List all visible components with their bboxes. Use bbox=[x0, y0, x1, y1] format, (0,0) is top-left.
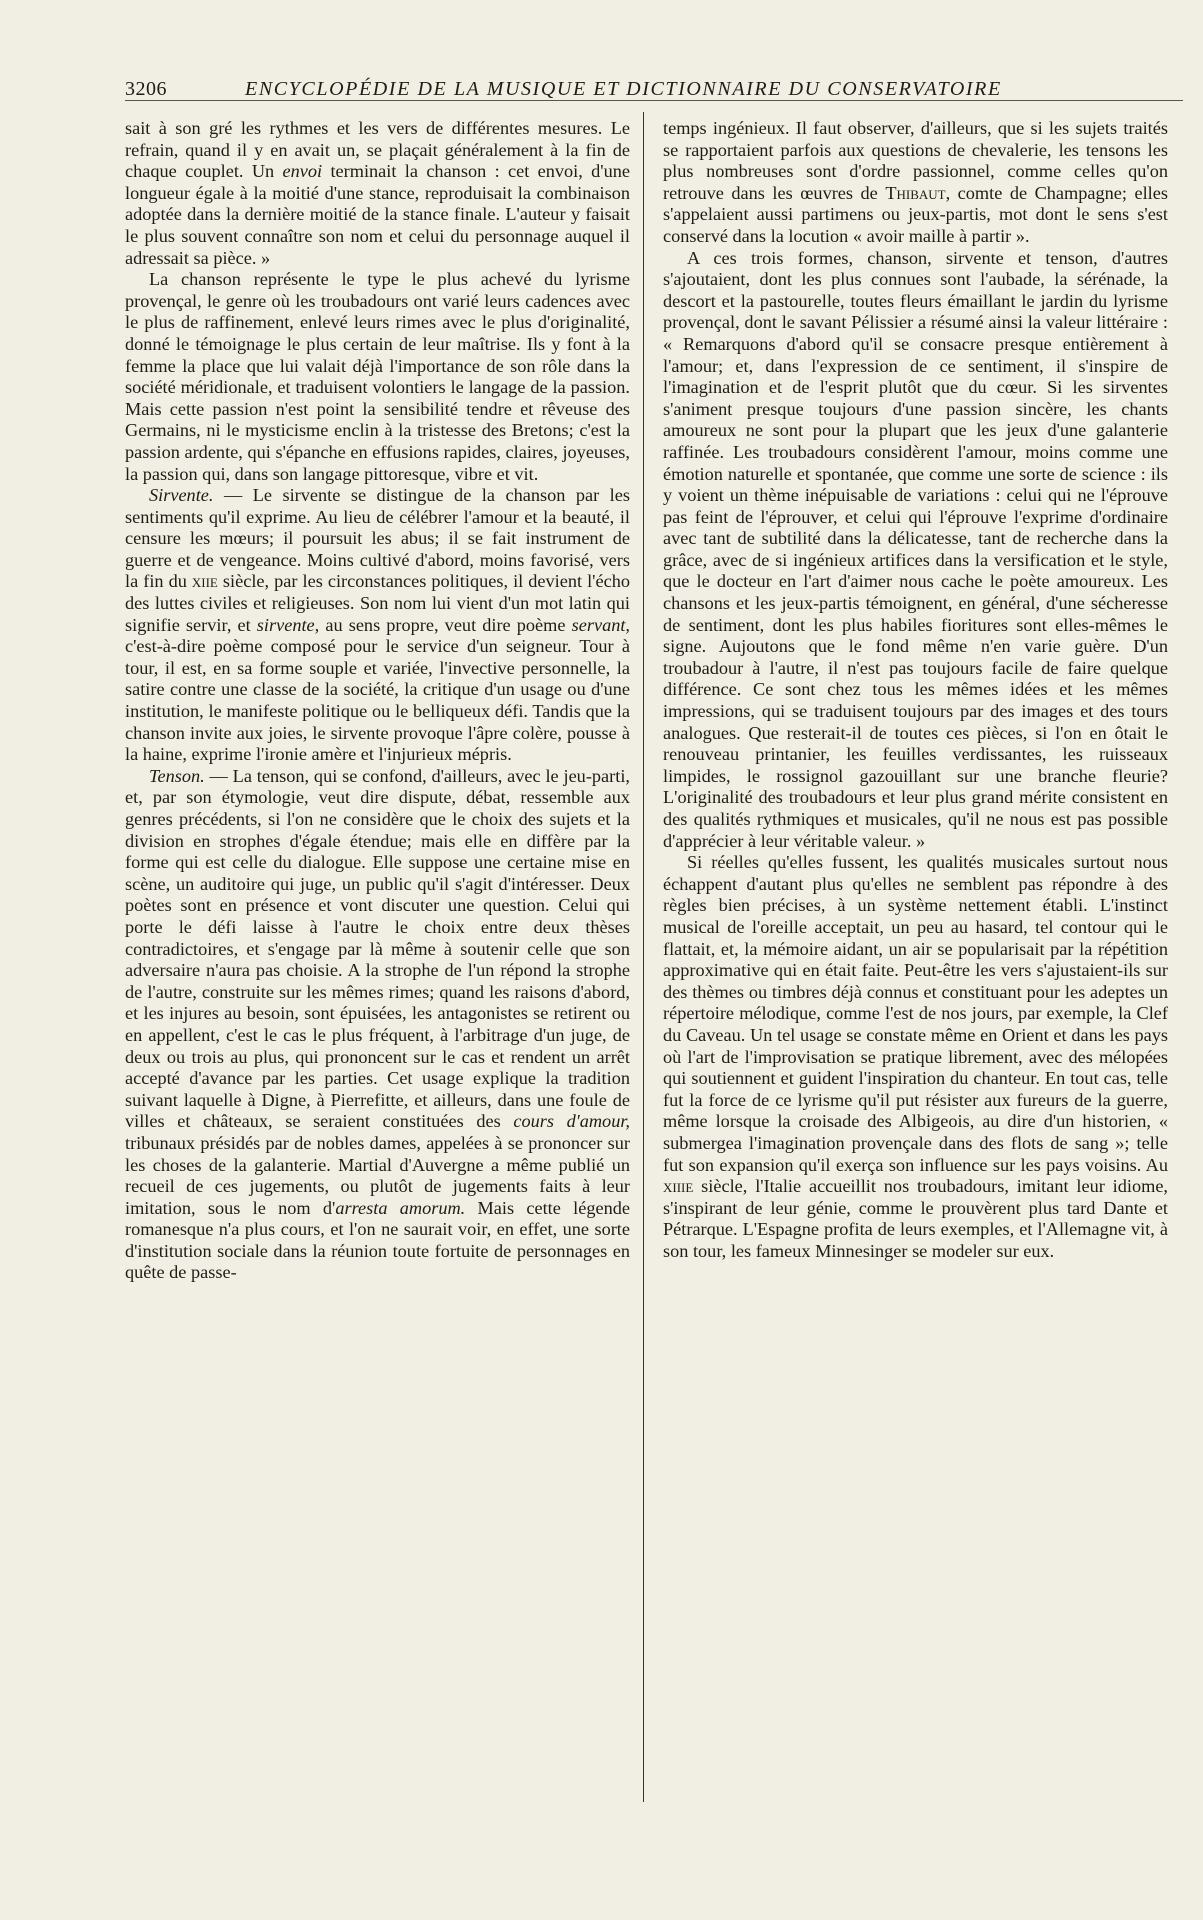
paragraph: La chanson représente le type le plus achevé du lyrisme provençal, le genre où les troubadours ont varié leurs cadences avec le plus de raffinement, enlevé leurs rimes avec le plus d'originalité, donné le témoignage le plus certain de leur maîtrise. Ils y font à la femme la place que lui valait déjà l'importance de son rôle dans la société méridionale, et traduisent volontiers le langage de la passion. Mais cette passion n'est point la sensibilité tendre et rêveuse des Germains, ni le mysticisme enclin à la tristesse des Bretons; c'est la passion ardente, qui s'épanche en effusions rapides, claires, joyeuses, la passion qui, dans son langage pittoresque, vibre et vit. bbox=[125, 269, 630, 484]
italic-term: envoi bbox=[282, 161, 323, 182]
paragraph bbox=[125, 766, 630, 1284]
text-run: Mais cette légende romanesque n'a plus cours, et l'on ne saurait voir, en effet, une sorte d'institution sociale dans la réunion toute fortuite de personnages en quête de passe- bbox=[125, 1197, 630, 1283]
text-run: comte de Champagne; elles s'appelaient aussi partimens ou jeux-partis, mot dont le sens s'est conservé dans la locution « avoir maille à partir ». bbox=[663, 182, 1168, 246]
century-numeral: xiie bbox=[191, 571, 218, 592]
paragraph bbox=[663, 852, 1168, 1262]
italic-term: arresta amorum. bbox=[335, 1197, 466, 1218]
text-run: — Le sirvente se distingue de la chanson par les sentiments qu'il exprime. Au lieu de célébrer l'amour et la beauté, il censure les mœurs; il poursuit les abus; il se fait instrument de guerre et de vengeance. Moins cultivé d'abord, moins favorisé, vers la fin du bbox=[125, 485, 630, 592]
left-column bbox=[125, 118, 630, 1798]
section-label: Tenson. bbox=[149, 765, 205, 786]
header-rule bbox=[125, 100, 1183, 101]
text-run: tribunaux présidés par de nobles dames, appelées à se prononcer sur les choses de la galanterie. Martial d'Auvergne a même publié un recueil de ces jugements, ou plutôt de jugements faits à leur imitation, sous le nom d' bbox=[125, 1132, 630, 1218]
text-run: sait à son gré les rythmes et les vers de différentes mesures. Le refrain, quand il y en avait un, se plaçait généralement à la fin de chaque couplet. Un bbox=[125, 118, 630, 182]
text-run: siècle, l'Italie accueillit nos troubadours, imitant leur idiome, s'inspirant de leur génie, comme le prouvèrent plus tard Dante et Pétrarque. L'Espagne profita de leurs exemples, et l'Allemagne vit, à son tour, les fameux Minnesinger se modeler sur eux. bbox=[663, 1176, 1168, 1261]
text-run: Si réelles qu'elles fussent, les qualités musicales surtout nous échappent d'autant plus qu'elles ne semblent pas répondre à des règles bien précises, à un système nettement établi. L'instinct musical de l'oreille acceptait, un peu au hasard, tel contour qui le flattait, et, la mémoire aidant, un air se popularisait par la répétition approximative qui en était faite. Peut-être les vers s'ajustaient-ils sur des thèmes ou timbres déjà connus et constituant pour les adeptes un répertoire mélodique, comme l'est de nos jours, par exemple, la Clef du Caveau. Un tel usage se constate même en Orient et dans les pays où l'art de l'improvisation se pratique librement, avec des mélopées qui soutiennent et guident l'inspiration du chanteur. En tout cas, telle fut la force de ce lyrisme qu'il put résister aux fureurs de la guerre, même lorsque la croisade des Albigeois, au dire d'un historien, « submergea l'imagination provençale dans des flots de sang »; telle fut son expansion qu'il exerça son influence sur les pays voisins. Au bbox=[663, 852, 1168, 1175]
text-run: — La tenson, qui se confond, d'ailleurs, avec le jeu-parti, et, par son étymologie, veut dire dispute, débat, ressemble aux genres précédents, si l'on ne considère que le choix des sujets et la division en strophes d'égale étendue; mais elle en diffère par la forme qui est celle du dialogue. Elle suppose une certaine mise en scène, un auditoire qui juge, un public qu'il s'agit d'intéresser. Deux poètes sont en présence et vont discuter une question. Celui qui porte le défi laisse à l'autre le choix entre deux thèses contradictoires, et s'engage par là même à soutenir celle que son adversaire n'aura pas choisie. A la strophe de l'un répond la strophe de l'autre, construite sur les mêmes rimes; quand les raisons d'abord, et les injures au besoin, sont épuisées, les antagonistes se retirent ou en appellent, c'est le cas le plus fréquent, à l'arbitrage d'un juge, de deux ou trois au plus, qui prononcent sur le cas et rendent un arrêt accepté d'avance par les parties. Cet usage explique la tradition suivant laquelle à Digne, à Pierrefitte, et ailleurs, dans une foule de villes et châteaux, se seraient constituées des bbox=[125, 765, 630, 1132]
italic-term: sirvente, bbox=[256, 614, 320, 635]
century-numeral: xiiie bbox=[663, 1176, 694, 1197]
paragraph bbox=[125, 485, 630, 766]
running-title: ENCYCLOPÉDIE DE LA MUSIQUE ET DICTIONNAIRE DU CONSERVATOIRE bbox=[245, 78, 1002, 100]
paragraph bbox=[125, 118, 630, 269]
text-run: siècle, par les circonstances politiques, il devient l'écho des luttes civiles et religieuses. Son nom lui vient d'un mot latin qui signifie servir, et bbox=[125, 571, 630, 635]
text-run: au sens propre, veut dire poème bbox=[319, 614, 572, 635]
page-number: 3206 bbox=[125, 78, 167, 100]
text-run: temps ingénieux. Il faut observer, d'ailleurs, que si les sujets traités se rapportaient parfois aux questions de chevalerie, les tensons les plus nombreuses sont d'ordre passionnel, comme celles qu'on retrouve dans les œuvres de bbox=[663, 118, 1168, 203]
section-label: Sirvente. bbox=[149, 485, 214, 506]
right-column bbox=[663, 118, 1168, 1798]
text-run: c'est-à-dire poème composé pour le service d'un seigneur. Tour à tour, il est, en sa forme souple et variée, l'invective personnelle, la satire contre une classe de la société, la critique d'un usage ou d'une institution, le manifeste politique ou le belliqueux défi. Tandis que la chanson invite aux joies, le sirvente provoque l'âpre colère, pousse à la haine, exprime l'ironie amère et l'injurieux mépris. bbox=[125, 636, 630, 765]
italic-term: cours d'amour, bbox=[513, 1111, 630, 1132]
proper-name: Thibaut, bbox=[885, 182, 951, 203]
paragraph bbox=[663, 118, 1168, 248]
italic-term: servant, bbox=[571, 614, 630, 635]
paragraph: A ces trois formes, chanson, sirvente et tenson, d'autres s'ajoutaient, dont les plus connues sont l'aubade, la sérénade, la descort et la pastourelle, toutes fleurs émaillant le jardin du lyrisme provençal, dont le savant Pélissier a résumé ainsi la valeur littéraire : « Remarquons d'abord qu'il se consacre presque entièrement à l'amour; et, dans l'expression de ce sentiment, il s'inspire de l'imagination et de l'esprit plutôt que du cœur. Si les sirventes s'animent presque toujours d'une passion sincère, les chants amoureux ne sont pour la plupart que les jeux d'une galanterie raffinée. Les troubadours considèrent l'amour, moins comme une émotion naturelle et spontanée, que comme une sorte de science : ils y voient un thème inépuisable de variations : celui qui ne l'éprouve pas feint de l'éprouver, et celui qui l'éprouve l'exprime d'ordinaire avec tant de subtilité dans la délicatesse, tant de recherche dans la grâce, avec de si ingénieux artifices dans la versification et le style, que le docteur en l'art d'aimer nous cache le poète amoureux. Les chansons et les jeux-partis témoignent, en général, d'une sécheresse de sentiment, dont les plus habiles fioritures sont elles-mêmes le signe. Aujoutons que le fond même n'en varie guère. D'un troubadour à l'autre, il n'est pas toujours facile de faire quelque différence. Ce sont chez tous les mêmes idées et les mêmes impressions, qui se traduisent toujours par des images et des tours analogues. Que resterait-il de toutes ces pièces, si l'on en ôtait le renouveau printanier, les feuilles verdissantes, les ruisseaux limpides, le rossignol gazouillant sur une branche fleurie? L'originalité des troubadours et leur plus grand mérite consistent en des qualités rythmiques et musicales, qu'il ne nous est pas possible d'apprécier à leur véritable valeur. » bbox=[663, 247, 1168, 851]
text-run: terminait la chanson : cet envoi, d'une longueur égale à la moitié d'une stance, reproduisait la combinaison adoptée dans la dernière moitié de la stance finale. L'auteur y faisait le plus souvent connaître son nom et celui du personnage auquel il adressait sa pièce. » bbox=[125, 161, 630, 268]
column-divider bbox=[643, 112, 644, 1802]
